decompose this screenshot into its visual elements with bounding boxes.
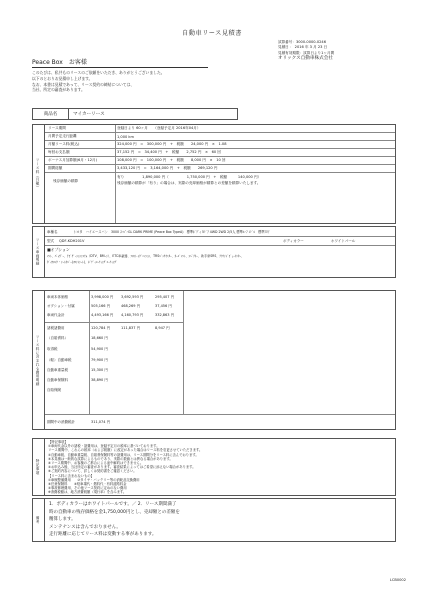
cost-value: 37,456 円 [155,304,172,308]
special-terms-text [48,440,393,495]
remarks-section [32,498,396,542]
product-name-label: 商品名 [33,109,69,119]
special-term-line: リース期間中、これらの税率（および税額）に改定があった場合はリース料を変更させていただきます。 [48,448,203,453]
cost-label: 諸税諸費用 [47,326,65,330]
special-terms-side-label: 特記事項 [33,439,45,495]
cost-value: 54,900 円 [91,347,108,351]
row-value: 108,000 円 = 100,000 円 + 税額 8,000 円 × 10 回 [117,158,226,162]
intro-line: このたびは、私共ものリースのご依頼をいただき、ありがとうございました。 [32,70,165,75]
cost-label: 自動車保険料 [47,378,68,382]
remark-line: 走行距離に応じてリース料は変動する事があります。 [49,532,157,538]
row-value: 37,152 円 = 34,400 円 + 税額 2,752 円 × 60 回 [117,150,221,154]
cost-value: 295,407 円 [155,295,175,299]
body-color-value: ホワイトパール [331,238,356,243]
vehicle-side-label: リース車両明細 [33,227,45,277]
lease-term-row [45,133,395,141]
product-name-box [32,108,238,120]
special-term-line: ⑤お申込み後、当社所定の審査があります。審査結果によってはご希望に添えない場合があります。 [48,465,196,470]
row-value: 3,433,120 円 = 3,164,000 円 + 税額 269,120 円 [117,166,218,170]
consumption-tax-label: 期間中の消費税計 [47,420,75,424]
cost-value: 8,947 円 [155,326,170,330]
cost-value: 15,300 円 [91,368,108,372]
special-term-line: ⑥ご契約内容について、詳しくは契約書をご確認ください。 [48,469,137,474]
row-label: 期間総額 [48,166,63,170]
lease-terms-section [32,124,396,224]
lease-term-row [45,157,395,165]
cost-label: オプション・付属 [47,304,75,308]
meta-line: 試算番号：3000-0000-0246 [278,40,326,44]
cost-value: 4,160,793 円 [121,313,144,317]
cost-value: 468,269 円 [121,304,141,308]
intro-line: なお、本書は見積であって、リース契約の締結については、 [32,81,135,87]
options-line: ﾀﾞｲﾔﾛｯｸ・ｼｰﾄｶﾊﾞｰ(ﾌﾛﾝﾄｼｰﾄ)、ﾎﾞﾃﾞｨｺｰﾃｨﾝｸﾞｺｰﾃｨﾝｸﾞ [47,260,118,264]
company-name: オリックス自動車株式会社 [278,56,333,62]
cost-value: 332,863 円 [155,313,175,317]
row-label: 残存価額の精算 [53,179,79,183]
special-term-line: ※消費税額は、地方消費税額（現行率）を含みます。 [48,490,127,495]
cost-value: 3,998,000 円 [91,295,114,299]
vehicle-details-section [32,226,396,278]
cost-label: （軽）自動車税 [47,358,72,362]
addressee: Peace Box お客様 [32,57,208,68]
special-term-line: ④リース期間中、お客様のご都合による途中解約はできません。 [48,461,144,466]
residual-note: 残存価額の精算が「有り」の場合は、実際の売却価格が精算との差額を精算いたします。 [117,180,261,185]
residual-value-row [45,173,395,191]
special-terms-section [32,438,396,496]
options-title: ■オプション [47,246,70,252]
cost-value: 120,784 円 [91,326,111,330]
cost-value: 3,692,593 円 [121,295,144,299]
special-term-line: 【リース料に含まれないもの】 [48,473,94,478]
remark-line: 時の自動車の残存価格を金1,750,000円とし、売却額との差額を [49,509,180,515]
cost-value: 111,837 円 [121,326,141,330]
model-label: 車種名 [47,229,58,234]
lease-term-row [45,141,395,149]
options-line: ﾏｯﾄ、ﾊﾞｲｻﾞｰ、ﾅﾋﾞｹﾞｰｼｮﾝｼｽﾃﾑ（DTV、BMｰｼ）、ETC車載器、ﾌﾛﾝﾄ ｲｸﾞﾆｯｼｮﾝ、TRSﾊﾞｯｸﾓﾆﾀｰ、ｶｰｺﾞﾏｯﾄ、ｽﾍﾟｱｷｰ、助手席SRS、ｱﾗｳﾝﾄﾞﾋﾞｭｰﾓﾆﾀｰ、 [47,254,245,258]
cost-value: 505,166 円 [91,304,111,308]
remark-line: メンテナンスは含んでおりません。 [49,524,121,530]
cost-value: 38,890 円 [91,378,108,382]
special-term-line: ③本見積は一般的な試算によるものであり、実際の数値とは異なる場合があります。 [48,456,173,461]
consumption-tax-value: 311,074 円 [91,420,111,424]
body-color-label: ボディカラー [283,238,304,243]
remark-line: 精算します。 [49,517,76,523]
lease-term-row [45,125,395,133]
intro-text [32,70,272,93]
form-code: LCB0002 [389,578,406,582]
row-value: 登録日より 60ヶ月 （登録予定月 2016年04月） [117,126,201,130]
intro-line: 以下のとおりお見積申し上げます。 [32,75,93,81]
row-label: 月額リース料(税込) [48,142,80,146]
remark-line: 1．ボディカラーはホワイトパールです。／ 2．リース期間満了 [49,502,177,507]
cost-side-label: リース料に含まれる費用明細 [33,291,45,429]
lease-term-row [45,149,395,157]
type-label: 型式 [47,238,54,243]
cost-label: 自賠保険 [47,388,61,392]
row-label: 月間予定走行距離 [48,134,77,138]
cost-value: 18,660 円 [91,336,108,340]
product-name-value: マイカーリース [73,112,105,117]
cost-value: 4,493,166 円 [91,313,114,317]
meta-line: 見積日 ： 2016 年 3 月 23 日 [278,45,328,50]
cost-label: 取得税 [47,347,58,351]
cost-label: 車両代金計 [47,313,65,317]
row-label: ボーナス月加算額(6月・12月) [48,158,98,162]
row-value: 1,000 km [117,134,135,139]
model-value: トヨタ ハイエースバン 3000 ｽｰﾊﾟｰGL DARK PRIME (Peace Box TypeA) 標準ﾎﾞﾃﾞｨ 5ﾄﾞｱ 4WD 2WD 2/5人 標準ﾙｰﾌ ﾐﾄﾞﾙ 標準ﾌﾛｱ [73,229,270,234]
special-term-line: ①車両代金以外の諸税・諸費用は、登録予定月の税率に基づいております。 [48,444,160,449]
document-title: 自動車リース見積書 [182,30,242,37]
intro-line: 当社、所定の審査があります。 [32,87,85,93]
special-term-line: ②自動車税、自動車重量税、自賠責保険料等の諸費用は、リース期間分をリース料に含んでおります。 [48,452,199,457]
remarks-side-label: 備考 [33,499,45,541]
lease-terms-side-label: リース料（月額） [33,125,45,223]
special-term-line: ⑤事故修理費用、その他リース契約に定めのない費用 [48,486,127,491]
row-label: 毎回お支払額 [48,150,70,154]
row-label: リース期間 [48,126,66,130]
cost-label: 車両本体価格 [47,295,68,299]
remarks-text [49,501,389,539]
quotation-meta [278,40,418,62]
row-value: 324,000 円 = 300,000 円 + 税額 24,000 円 × 1.08 [117,142,227,146]
residual-value-line: 有り 1,890,000 円（ 1,750,000 円 + 税額 140,000 円） [117,175,262,179]
special-term-line: ③任意保険料 ④駐車場代・燃料代・有料道路料金 [48,482,127,487]
special-term-line: ①車検整備費用 ②タイヤ・バッテリー等の消耗品交換費用 [48,477,140,482]
cost-breakdown-section [32,290,396,430]
type-value: QDF-KDH201V [59,238,85,243]
cost-label: 自動車重量税 [47,368,68,372]
cost-label: （自賠責料） [47,336,68,340]
lease-term-row [45,165,395,173]
cost-value: 79,900 円 [91,358,108,362]
special-terms-heading: 【特記事項】 [48,440,68,444]
meta-line: 見積有効期限：試算日より1ヶ月間 [278,50,335,55]
